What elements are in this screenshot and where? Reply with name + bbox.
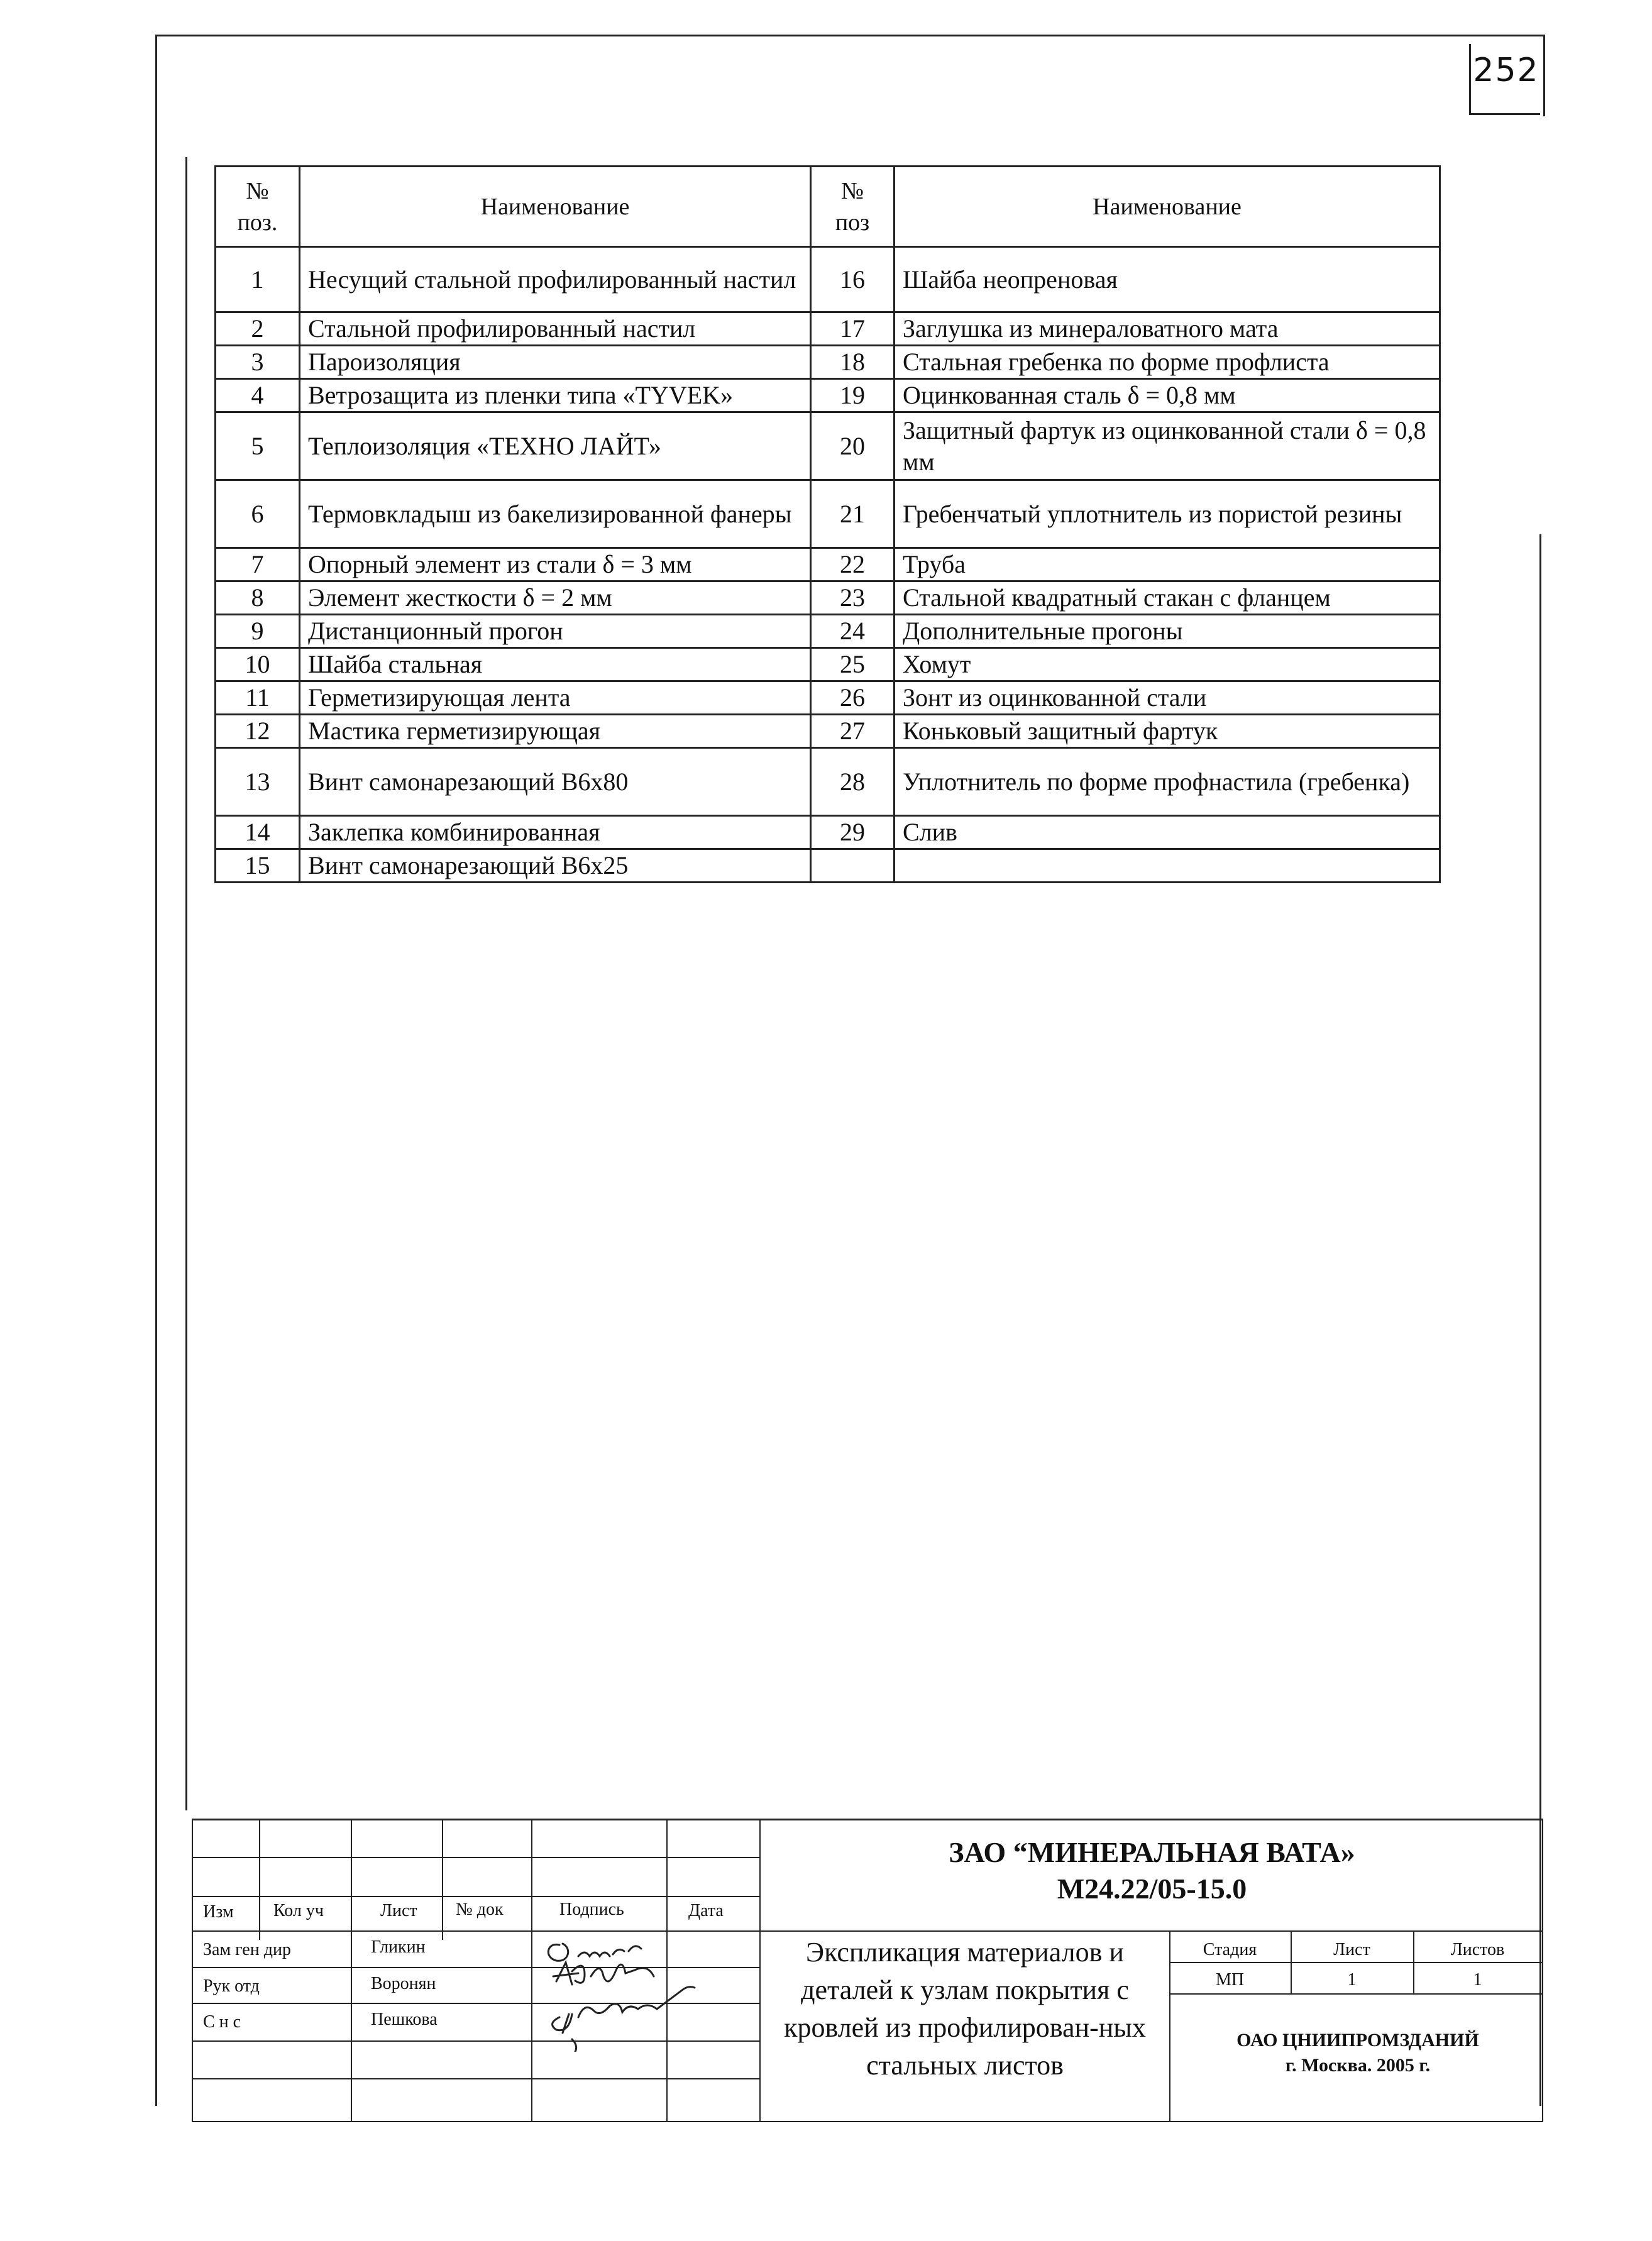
doc-code: М24.22/05-15.0 (1057, 1873, 1247, 1905)
table-row (216, 548, 1440, 581)
signer-role-1: Зам ген дир (203, 1940, 291, 1959)
position-cell: 17 (811, 312, 895, 346)
table-row (216, 412, 1440, 480)
frame-top-border (155, 35, 1545, 36)
name-cell: Труба (895, 548, 1440, 581)
position-cell: 24 (811, 615, 895, 648)
position-cell: 4 (216, 379, 300, 412)
organization-header (761, 1834, 1543, 1907)
name-cell: Хомут (895, 648, 1440, 681)
table-row (216, 346, 1440, 379)
header-name-left: Наименование (300, 167, 811, 247)
position-cell: 11 (216, 681, 300, 715)
position-cell: 7 (216, 548, 300, 581)
signer-role-2: Рук отд (203, 1976, 260, 1996)
signer-name-1: Гликин (371, 1937, 426, 1957)
name-cell: Стальной профилированный настил (300, 312, 811, 346)
table-row (216, 615, 1440, 648)
position-cell: 26 (811, 681, 895, 715)
sheets-header: Листов (1450, 1940, 1505, 1959)
name-cell: Мастика герметизирующая (300, 715, 811, 748)
position-cell (811, 849, 895, 883)
sheets-value: 1 (1473, 1970, 1482, 1990)
table-row (216, 849, 1440, 883)
stamp-line (1169, 1962, 1543, 1963)
name-cell: Шайба неопреновая (895, 247, 1440, 312)
signer-name-3: Пешкова (371, 2010, 438, 2029)
stage-value: МП (1215, 1970, 1245, 1990)
name-cell (895, 849, 1440, 883)
name-cell: Ветрозащита из пленки типа «TYVEK» (300, 379, 811, 412)
name-cell: Защитный фартук из оцинкованной стали δ = 0,8 мм (895, 412, 1440, 480)
name-cell: Пароизоляция (300, 346, 811, 379)
stamp-header-izm: Изм (203, 1902, 234, 1922)
position-cell: 28 (811, 748, 895, 816)
position-cell: 8 (216, 581, 300, 615)
position-cell: 21 (811, 480, 895, 548)
page-number: 252 (1473, 52, 1539, 89)
org-title: ЗАО “МИНЕРАЛЬНАЯ ВАТА» (949, 1836, 1355, 1868)
position-cell: 29 (811, 816, 895, 849)
table-row (216, 748, 1440, 816)
handwritten-signatures (534, 1932, 754, 2052)
name-cell: Герметизирующая лента (300, 681, 811, 715)
table-row (216, 681, 1440, 715)
name-cell: Заклепка комбинированная (300, 816, 811, 849)
name-cell: Несущий стальной профилированный настил (300, 247, 811, 312)
stamp-line (192, 2078, 759, 2079)
name-cell: Стальной квадратный стакан с фланцем (895, 581, 1440, 615)
header-name-right: Наименование (895, 167, 1440, 247)
name-cell: Стальная гребенка по форме профлиста (895, 346, 1440, 379)
frame-inner-left-border (185, 157, 187, 1810)
position-cell: 27 (811, 715, 895, 748)
stamp-header-data: Дата (688, 1901, 724, 1920)
sheet-value: 1 (1347, 1970, 1357, 1990)
name-cell: Элемент жесткости δ = 2 мм (300, 581, 811, 615)
name-cell: Винт самонарезающий В6х25 (300, 849, 811, 883)
table-row (216, 312, 1440, 346)
name-cell: Зонт из оцинкованной стали (895, 681, 1440, 715)
sheet-header: Лист (1333, 1940, 1370, 1959)
stamp-header-n-dok: № док (456, 1900, 504, 1919)
signer-role-3: С н с (203, 2012, 241, 2032)
stamp-header-list: Лист (380, 1901, 417, 1920)
name-cell: Опорный элемент из стали δ = 3 мм (300, 548, 811, 581)
name-cell: Слив (895, 816, 1440, 849)
stamp-header-kol-uch: Кол уч (273, 1901, 324, 1920)
name-cell: Винт самонарезающий В6х80 (300, 748, 811, 816)
table-row (216, 581, 1440, 615)
stamp-line (192, 2121, 1543, 2122)
frame-right-top-border (1543, 35, 1545, 116)
org-footer-line1: ОАО ЦНИИПРОМЗДАНИЙ (1236, 2030, 1479, 2051)
name-cell: Дистанционный прогон (300, 615, 811, 648)
table-row (216, 247, 1440, 312)
position-cell: 14 (216, 816, 300, 849)
name-cell: Шайба стальная (300, 648, 811, 681)
position-cell: 2 (216, 312, 300, 346)
title-block (192, 1819, 1543, 2122)
name-cell: Термовкладыш из бакелизированной фанеры (300, 480, 811, 548)
specification-table (214, 165, 1441, 883)
position-cell: 1 (216, 247, 300, 312)
position-cell: 19 (811, 379, 895, 412)
header-pos-right: № поз (811, 167, 895, 247)
table-row (216, 816, 1440, 849)
position-cell: 16 (811, 247, 895, 312)
position-cell: 9 (216, 615, 300, 648)
position-cell: 15 (216, 849, 300, 883)
table-row (216, 480, 1440, 548)
table-row (216, 648, 1440, 681)
name-cell: Заглушка из минераловатного мата (895, 312, 1440, 346)
stamp-line (259, 1820, 260, 1940)
stamp-line (192, 1820, 193, 2122)
position-cell: 25 (811, 648, 895, 681)
position-cell: 6 (216, 480, 300, 548)
position-cell: 12 (216, 715, 300, 748)
name-cell: Теплоизоляция «ТЕХНО ЛАЙТ» (300, 412, 811, 480)
table-row (216, 379, 1440, 412)
name-cell: Гребенчатый уплотнитель из пористой резины (895, 480, 1440, 548)
stamp-header-podpis: Подпись (559, 1900, 624, 1919)
position-cell: 5 (216, 412, 300, 480)
name-cell: Уплотнитель по форме профнастила (гребенка) (895, 748, 1440, 816)
header-pos-left: № поз. (216, 167, 300, 247)
position-cell: 3 (216, 346, 300, 379)
table-row (216, 715, 1440, 748)
name-cell: Дополнительные прогоны (895, 615, 1440, 648)
stage-header: Стадия (1203, 1940, 1257, 1959)
stamp-line (192, 1857, 759, 1858)
position-cell: 20 (811, 412, 895, 480)
stamp-line (442, 1820, 443, 1940)
org-footer-line2: г. Москва. 2005 г. (1285, 2055, 1431, 2076)
position-cell: 18 (811, 346, 895, 379)
signer-name-2: Воронян (371, 1974, 436, 1993)
position-cell: 22 (811, 548, 895, 581)
position-cell: 10 (216, 648, 300, 681)
stamp-line (531, 1820, 532, 2122)
document-description: Экспликация материалов и деталей к узлам покрытия с кровлей из профилирован-ных стальных листов (784, 1937, 1146, 2081)
stamp-line (192, 1930, 1543, 1932)
frame-left-border (155, 35, 157, 2106)
table-header-row (216, 167, 1440, 247)
stamp-line (192, 1896, 759, 1897)
stamp-line (351, 1820, 352, 2122)
stamp-line (1169, 1993, 1543, 1995)
position-cell: 13 (216, 748, 300, 816)
organization-footer (1172, 2028, 1543, 2078)
name-cell: Оцинкованная сталь δ = 0,8 мм (895, 379, 1440, 412)
position-cell: 23 (811, 581, 895, 615)
name-cell: Коньковый защитный фартук (895, 715, 1440, 748)
